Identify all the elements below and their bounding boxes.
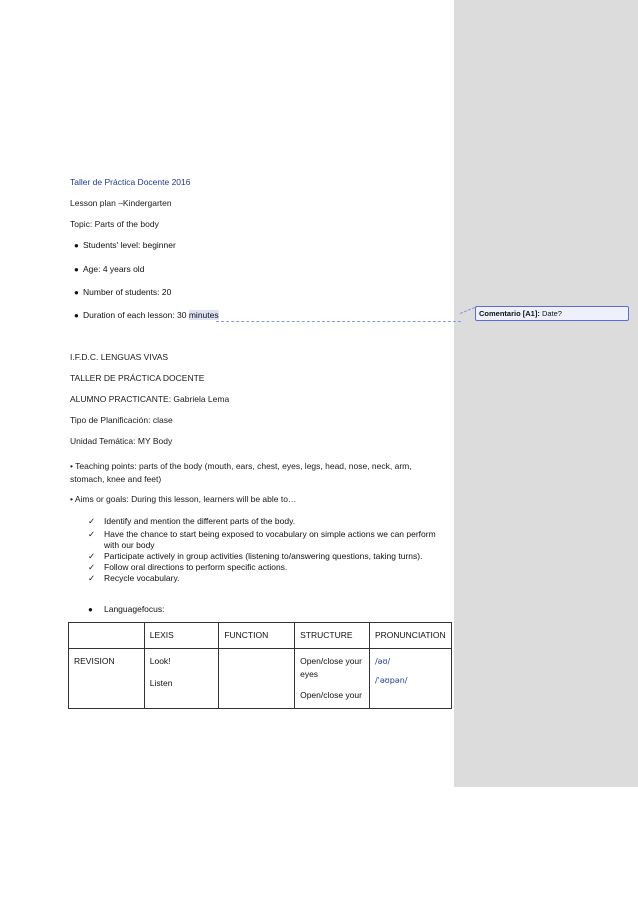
bullet-icon: ● bbox=[74, 265, 79, 274]
detail-duration bbox=[83, 310, 219, 321]
comment-balloon[interactable] bbox=[475, 306, 629, 321]
language-focus-table bbox=[68, 622, 452, 709]
aim-item: Recycle vocabulary. bbox=[104, 573, 180, 583]
check-icon: ✓ bbox=[88, 516, 96, 526]
lexis-item: Look! bbox=[149, 656, 171, 666]
structure-cell bbox=[295, 649, 370, 709]
detail-students: Number of students: 20 bbox=[83, 287, 172, 297]
comment-text: Date? bbox=[541, 309, 562, 318]
language-focus-label: Languagefocus: bbox=[104, 604, 165, 614]
pronunciation-cell bbox=[369, 649, 451, 709]
bullet-icon: ● bbox=[74, 241, 79, 250]
table-header-cell: FUNCTION bbox=[219, 623, 295, 649]
lesson-plan-line: Lesson plan –Kindergarten bbox=[70, 198, 172, 208]
student-name: ALUMNO PRACTICANTE: Gabriela Lema bbox=[70, 394, 230, 404]
table-row bbox=[69, 649, 452, 709]
course-name: TALLER DE PRÁCTICA DOCENTE bbox=[70, 373, 205, 383]
check-icon: ✓ bbox=[88, 562, 96, 572]
duration-highlight[interactable]: minutes bbox=[188, 310, 219, 320]
table-header-cell: LEXIS bbox=[144, 623, 219, 649]
aim-item: Follow oral directions to perform specific actions. bbox=[104, 562, 288, 572]
function-cell bbox=[219, 649, 295, 709]
comment-author: Comentario [A1]: bbox=[479, 309, 540, 318]
structure-item: Open/close your bbox=[300, 656, 362, 666]
table-header-cell bbox=[69, 623, 145, 649]
institution-name: I.F.D.C. LENGUAS VIVAS bbox=[70, 352, 169, 362]
table-header-cell: PRONUNCIATION bbox=[369, 623, 451, 649]
aims-intro: • Aims or goals: During this lesson, learners will be able to… bbox=[70, 494, 297, 504]
aim-item-continued: with our body bbox=[104, 540, 155, 550]
comment-margin-pane bbox=[454, 0, 638, 787]
row-label: REVISION bbox=[69, 649, 145, 709]
bullet-icon: ● bbox=[74, 311, 79, 320]
bullet-icon: ● bbox=[88, 605, 93, 614]
teaching-points-line1: • Teaching points: parts of the body (mouth, ears, chest, eyes, legs, head, nose, neck, arm, bbox=[70, 461, 412, 471]
pronunciation-item: /ˈəʊpən/ bbox=[374, 676, 408, 685]
table-header-cell: STRUCTURE bbox=[295, 623, 370, 649]
lexis-item: Listen bbox=[149, 678, 173, 688]
structure-item: eyes bbox=[300, 669, 319, 679]
comment-anchor-line bbox=[216, 321, 461, 322]
structure-item: Open/close your bbox=[300, 690, 362, 700]
check-icon: ✓ bbox=[88, 573, 96, 583]
table-header-row bbox=[69, 623, 452, 649]
check-icon: ✓ bbox=[88, 529, 96, 539]
plan-type: Tipo de Planificación: clase bbox=[70, 415, 173, 425]
workshop-title: Taller de Práctica Docente 2016 bbox=[70, 177, 191, 187]
detail-age: Age: 4 years old bbox=[83, 264, 145, 274]
topic-line: Topic: Parts of the body bbox=[70, 219, 159, 229]
detail-level: Students' level: beginner bbox=[83, 240, 176, 250]
check-icon: ✓ bbox=[88, 551, 96, 561]
unit-theme: Unidad Temática: MY Body bbox=[70, 436, 173, 446]
bullet-icon: ● bbox=[74, 288, 79, 297]
teaching-points-line2: stomach, knee and feet) bbox=[70, 474, 162, 484]
duration-prefix: Duration of each lesson: 30 bbox=[83, 310, 189, 320]
aim-item: Participate actively in group activities (listening to/answering questions, taking turns). bbox=[104, 551, 423, 561]
aim-item: Have the chance to start being exposed to vocabulary on simple actions we can perform bbox=[104, 529, 436, 539]
aim-item: Identify and mention the different parts of the body. bbox=[104, 516, 296, 526]
lexis-cell bbox=[144, 649, 219, 709]
pronunciation-item: /əʊ/ bbox=[374, 657, 391, 666]
